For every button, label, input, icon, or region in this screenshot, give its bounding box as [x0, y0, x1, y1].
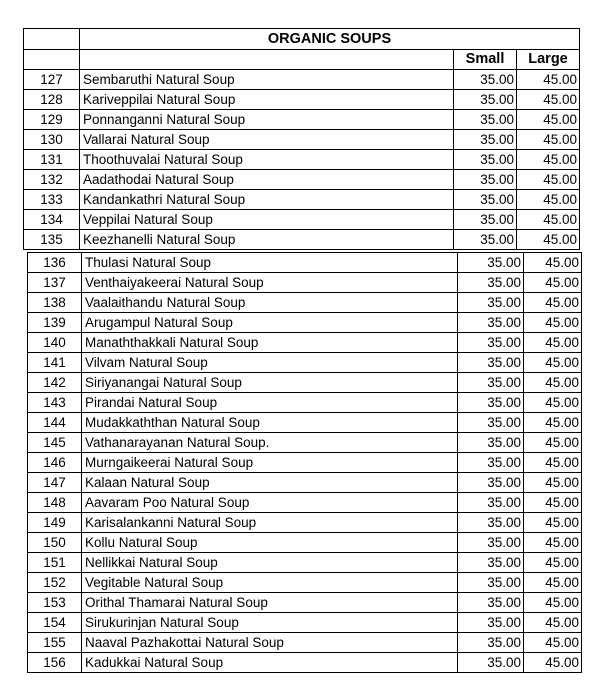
menu-item-row	[28, 573, 582, 593]
large-price: 45.00	[524, 513, 582, 533]
small-price: 35.00	[454, 70, 517, 90]
large-price: 45.00	[524, 553, 582, 573]
item-number: 154	[28, 613, 82, 633]
large-price: 45.00	[524, 313, 582, 333]
item-name: Kollu Natural Soup	[82, 533, 458, 553]
item-name: Kandankathri Natural Soup	[80, 190, 454, 210]
large-price: 45.00	[517, 230, 580, 250]
item-number: 143	[28, 393, 82, 413]
large-column-header: Large	[517, 50, 580, 70]
item-name: Vegitable Natural Soup	[82, 573, 458, 593]
large-price: 45.00	[517, 90, 580, 110]
menu-table-top	[23, 28, 580, 250]
menu-item-row	[28, 473, 582, 493]
item-number: 127	[24, 70, 80, 90]
menu-item-row	[28, 493, 582, 513]
large-price: 45.00	[517, 190, 580, 210]
small-price: 35.00	[458, 533, 524, 553]
menu-item-row	[28, 433, 582, 453]
large-price: 45.00	[524, 633, 582, 653]
menu-item-row	[28, 273, 582, 293]
small-price: 35.00	[454, 170, 517, 190]
blank-cell	[24, 50, 80, 70]
title-row	[24, 29, 580, 50]
item-number: 146	[28, 453, 82, 473]
item-number: 147	[28, 473, 82, 493]
item-number: 131	[24, 150, 80, 170]
item-name: Thulasi Natural Soup	[82, 253, 458, 273]
menu-item-row	[28, 633, 582, 653]
menu-item-row	[24, 150, 580, 170]
small-price: 35.00	[454, 230, 517, 250]
large-price: 45.00	[517, 110, 580, 130]
large-price: 45.00	[524, 293, 582, 313]
item-name: Veppilai Natural Soup	[80, 210, 454, 230]
item-name: Thoothuvalai Natural Soup	[80, 150, 454, 170]
item-name: Pirandai Natural Soup	[82, 393, 458, 413]
item-name: Venthaiyakeerai Natural Soup	[82, 273, 458, 293]
item-number: 150	[28, 533, 82, 553]
menu-item-row	[24, 130, 580, 150]
menu-item-row	[28, 453, 582, 473]
item-number: 136	[28, 253, 82, 273]
header-row	[24, 50, 580, 70]
menu-item-row	[28, 373, 582, 393]
item-name: Orithal Thamarai Natural Soup	[82, 593, 458, 613]
item-number: 132	[24, 170, 80, 190]
item-number: 144	[28, 413, 82, 433]
large-price: 45.00	[524, 493, 582, 513]
item-number: 135	[24, 230, 80, 250]
item-name: Arugampul Natural Soup	[82, 313, 458, 333]
menu-item-row	[28, 513, 582, 533]
menu-item-row	[24, 70, 580, 90]
item-name: Kariveppilai Natural Soup	[80, 90, 454, 110]
large-price: 45.00	[517, 170, 580, 190]
small-price: 35.00	[458, 273, 524, 293]
item-number: 151	[28, 553, 82, 573]
large-price: 45.00	[524, 593, 582, 613]
item-number: 130	[24, 130, 80, 150]
large-price: 45.00	[524, 533, 582, 553]
small-price: 35.00	[458, 553, 524, 573]
item-number: 149	[28, 513, 82, 533]
menu-item-row	[24, 90, 580, 110]
item-number: 133	[24, 190, 80, 210]
item-name: Keezhanelli Natural Soup	[80, 230, 454, 250]
small-price: 35.00	[458, 473, 524, 493]
item-number: 148	[28, 493, 82, 513]
item-number: 156	[28, 653, 82, 673]
item-name: Nellikkai Natural Soup	[82, 553, 458, 573]
section-title: ORGANIC SOUPS	[80, 29, 580, 50]
large-price: 45.00	[524, 613, 582, 633]
menu-item-row	[28, 293, 582, 313]
small-price: 35.00	[454, 90, 517, 110]
menu-item-row	[28, 393, 582, 413]
large-price: 45.00	[517, 130, 580, 150]
large-price: 45.00	[524, 333, 582, 353]
menu-item-row	[28, 353, 582, 373]
small-price: 35.00	[458, 373, 524, 393]
item-number: 140	[28, 333, 82, 353]
small-price: 35.00	[454, 190, 517, 210]
small-price: 35.00	[454, 130, 517, 150]
item-number: 137	[28, 273, 82, 293]
small-column-header: Small	[454, 50, 517, 70]
small-price: 35.00	[458, 353, 524, 373]
small-price: 35.00	[458, 573, 524, 593]
small-price: 35.00	[458, 513, 524, 533]
small-price: 35.00	[458, 613, 524, 633]
small-price: 35.00	[458, 593, 524, 613]
large-price: 45.00	[517, 210, 580, 230]
small-price: 35.00	[458, 433, 524, 453]
large-price: 45.00	[524, 653, 582, 673]
menu-item-row	[28, 613, 582, 633]
small-price: 35.00	[458, 493, 524, 513]
large-price: 45.00	[524, 473, 582, 493]
small-price: 35.00	[458, 653, 524, 673]
item-name: Kalaan Natural Soup	[82, 473, 458, 493]
item-name: Aadathodai Natural Soup	[80, 170, 454, 190]
large-price: 45.00	[524, 433, 582, 453]
small-price: 35.00	[458, 293, 524, 313]
small-price: 35.00	[454, 110, 517, 130]
item-name: Murngaikeerai Natural Soup	[82, 453, 458, 473]
large-price: 45.00	[524, 253, 582, 273]
item-number: 138	[28, 293, 82, 313]
item-name: Naaval Pazhakottai Natural Soup	[82, 633, 458, 653]
menu-item-row	[28, 653, 582, 673]
menu-item-row	[24, 170, 580, 190]
item-number: 141	[28, 353, 82, 373]
blank-cell	[80, 50, 454, 70]
item-number: 155	[28, 633, 82, 653]
large-price: 45.00	[524, 453, 582, 473]
item-name: Sirukurinjan Natural Soup	[82, 613, 458, 633]
item-number: 152	[28, 573, 82, 593]
item-name: Ponnanganni Natural Soup	[80, 110, 454, 130]
item-name: Vilvam Natural Soup	[82, 353, 458, 373]
item-name: Vallarai Natural Soup	[80, 130, 454, 150]
small-price: 35.00	[458, 253, 524, 273]
item-name: Manaththakkali Natural Soup	[82, 333, 458, 353]
menu-item-row	[28, 253, 582, 273]
small-price: 35.00	[458, 393, 524, 413]
item-name: Kadukkai Natural Soup	[82, 653, 458, 673]
item-name: Siriyanangai Natural Soup	[82, 373, 458, 393]
menu-table-bottom	[27, 252, 582, 673]
item-number: 134	[24, 210, 80, 230]
item-number: 128	[24, 90, 80, 110]
large-price: 45.00	[524, 273, 582, 293]
item-number: 142	[28, 373, 82, 393]
item-name: Karisalankanni Natural Soup	[82, 513, 458, 533]
small-price: 35.00	[458, 633, 524, 653]
menu-item-row	[28, 313, 582, 333]
large-price: 45.00	[524, 573, 582, 593]
small-price: 35.00	[454, 210, 517, 230]
small-price: 35.00	[458, 313, 524, 333]
item-number: 129	[24, 110, 80, 130]
small-price: 35.00	[458, 333, 524, 353]
large-price: 45.00	[517, 150, 580, 170]
blank-cell	[24, 29, 80, 50]
large-price: 45.00	[524, 413, 582, 433]
item-name: Mudakkaththan Natural Soup	[82, 413, 458, 433]
large-price: 45.00	[524, 393, 582, 413]
menu-item-row	[24, 190, 580, 210]
small-price: 35.00	[458, 453, 524, 473]
menu-item-row	[28, 333, 582, 353]
menu-item-row	[24, 210, 580, 230]
small-price: 35.00	[458, 413, 524, 433]
large-price: 45.00	[517, 70, 580, 90]
item-name: Aavaram Poo Natural Soup	[82, 493, 458, 513]
small-price: 35.00	[454, 150, 517, 170]
item-name: Vaalaithandu Natural Soup	[82, 293, 458, 313]
large-price: 45.00	[524, 353, 582, 373]
item-name: Vathanarayanan Natural Soup.	[82, 433, 458, 453]
menu-item-row	[24, 230, 580, 250]
item-number: 153	[28, 593, 82, 613]
menu-item-row	[28, 553, 582, 573]
large-price: 45.00	[524, 373, 582, 393]
item-name: Sembaruthi Natural Soup	[80, 70, 454, 90]
item-number: 145	[28, 433, 82, 453]
menu-item-row	[28, 413, 582, 433]
item-number: 139	[28, 313, 82, 333]
menu-item-row	[28, 593, 582, 613]
menu-item-row	[28, 533, 582, 553]
menu-item-row	[24, 110, 580, 130]
